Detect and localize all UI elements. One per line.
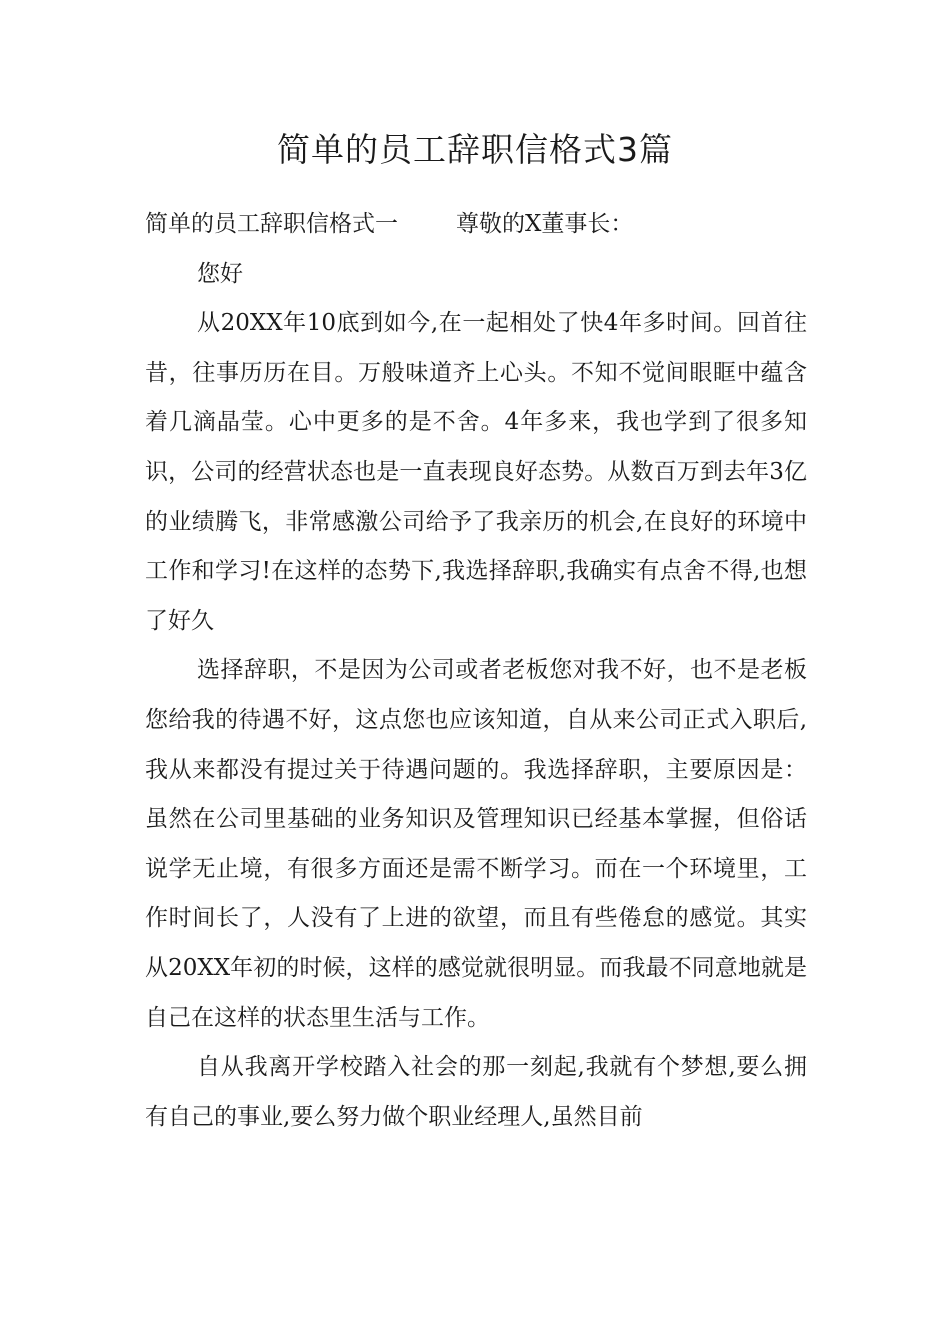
document-title: 简单的员工辞职信格式3篇 (277, 130, 673, 169)
document-body (145, 200, 807, 1142)
paragraph-2: 选择辞职，不是因为公司或者老板您对我不好，也不是老板您给我的待遇不好，这点您也应该知道，自从来公司正式入职后,我从来都没有提过关于待遇问题的。我选择辞职，主要原因是：虽然在公司里基础的业务知识及管理知识已经基本掌握，但俗话说学无止境，有很多方面还是需不断学习。而在一个环境里，工作时间长了，人没有了上进的欲望，而且有些倦怠的感觉。其实从20XX年初的时候，这样的感觉就很明显。而我最不同意地就是自己在这样的状态里生活与工作。 (145, 657, 807, 1031)
paragraph-3: 自从我离开学校踏入社会的那一刻起,我就有个梦想,要么拥有自己的事业,要么努力做个职业经理人,虽然目前 (145, 1054, 807, 1130)
opening-line (145, 200, 807, 250)
paragraph-1: 从20XX年10底到如今,在一起相处了快4年多时间。回首往昔，往事历历在目。万般味道齐上心头。不知不觉间眼眶中蕴含着几滴晶莹。心中更多的是不舍。4年多来，我也学到了很多知识，公司的经营状态也是一直表现良好态势。从数百万到去年3亿的业绩腾飞，非常感激公司给予了我亲历的机会,在良好的环境中工作和学习!在这样的态势下,我选择辞职,我确实有点舍不得,也想了好久 (145, 310, 807, 634)
salutation: 尊敬的X董事长： (456, 211, 634, 237)
section-label: 简单的员工辞职信格式一 (145, 211, 398, 237)
greeting: 您好 (197, 260, 243, 287)
